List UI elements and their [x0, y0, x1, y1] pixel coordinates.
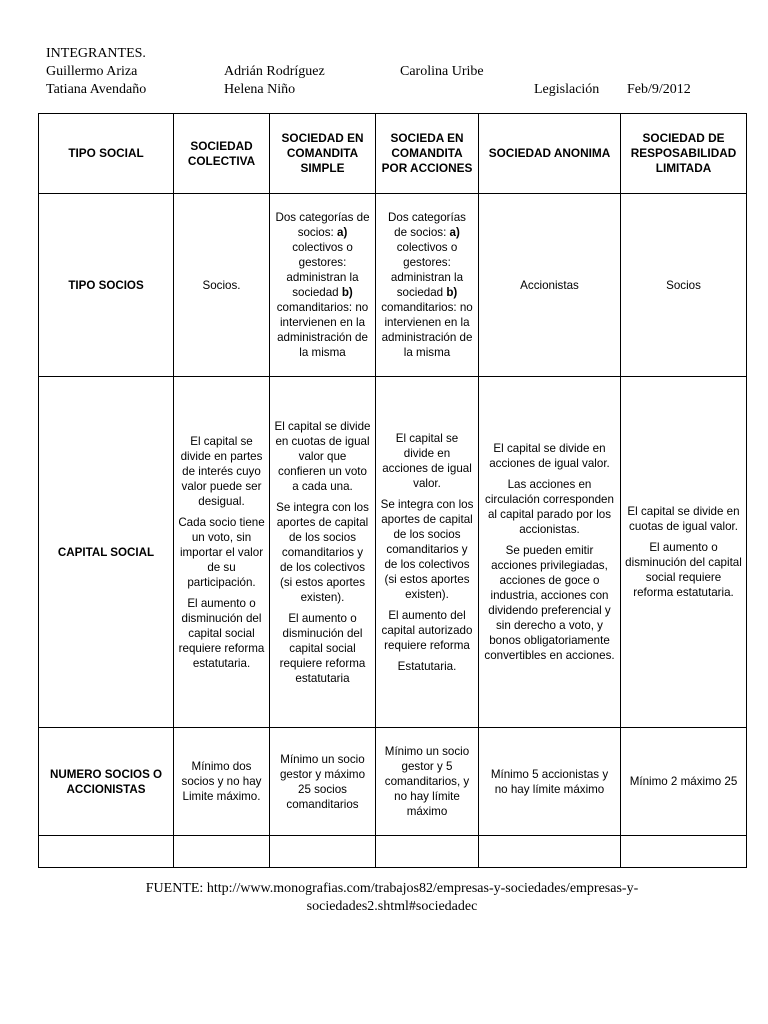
source-line: sociedades2.shtml#sociedadec [306, 899, 478, 914]
comparison-table [38, 113, 747, 868]
table-row-numero-socios [39, 728, 747, 836]
cell-paragraph: Se pueden emitir acciones privilegiadas, acciones de goce o industria, acciones con dividendo preferencial y sin derecho a voto, y bonos obligatoriamente convertibles en acciones. [484, 544, 615, 662]
cell-text-bold: b) [341, 286, 353, 299]
table-cell [376, 194, 479, 377]
cell-paragraph: El capital se divide en acciones de igual valor. [489, 442, 610, 470]
cell-text: colectivos o gestores: administran la sociedad [286, 241, 359, 299]
integrantes-label: INTEGRANTES. [46, 46, 146, 61]
member-name: Tatiana Avendaño [46, 82, 147, 97]
table-cell: Mínimo 2 máximo 25 [621, 728, 747, 836]
cell-text: Dos categorías de socios: [388, 211, 466, 239]
cell-text-bold: b) [446, 286, 458, 299]
table-row-tipo-socios [39, 194, 747, 377]
cell-text: comanditarios: no intervienen en la administración de la misma [381, 301, 473, 359]
column-header: SOCIEDAD DE RESPOSABILIDAD LIMITADA [621, 114, 747, 194]
column-header: SOCIEDA EN COMANDITA POR ACCIONES [376, 114, 479, 194]
member-name: Helena Niño [224, 82, 296, 97]
table-cell: Socios. [174, 194, 270, 377]
table-cell: Socios [621, 194, 747, 377]
table-cell: Accionistas [479, 194, 621, 377]
table-cell [174, 377, 270, 728]
empty-cell [174, 836, 270, 868]
table-header-row [39, 114, 747, 194]
table-cell: Mínimo un socio gestor y 5 comanditarios, y no hay límite máximo [376, 728, 479, 836]
member-name: Adrián Rodríguez [224, 64, 325, 79]
table-cell: Mínimo dos socios y no hay Limite máximo. [174, 728, 270, 836]
cell-text: comanditarios: no intervienen en la administración de la misma [276, 301, 369, 359]
row-label: NUMERO SOCIOS O ACCIONISTAS [39, 728, 174, 836]
cell-paragraph: El capital se divide en partes de interés cuyo valor puede ser desigual. [180, 434, 263, 508]
table-row-capital-social [39, 377, 747, 728]
column-header: SOCIEDAD ANONIMA [479, 114, 621, 194]
source-citation [38, 880, 746, 916]
cell-paragraph: El aumento o disminución del capital social requiere reforma estatutaria. [625, 541, 742, 599]
cell-text-bold: a) [449, 226, 460, 239]
table-cell [479, 377, 621, 728]
cell-paragraph: El capital se divide en acciones de igual valor. [382, 431, 472, 490]
member-name: Carolina Uribe [400, 64, 484, 79]
subject-label: Legislación [534, 82, 600, 97]
row-label: TIPO SOCIOS [39, 194, 174, 377]
table-cell [270, 377, 376, 728]
column-header: SOCIEDAD COLECTIVA [174, 114, 270, 194]
empty-cell [621, 836, 747, 868]
column-header: SOCIEDAD EN COMANDITA SIMPLE [270, 114, 376, 194]
cell-paragraph: El aumento o disminución del capital social requiere reforma estatutaria. [178, 596, 265, 670]
cell-text: colectivos o gestores: administran la sociedad [390, 241, 464, 299]
cell-paragraph: El capital se divide en cuotas de igual valor que confieren un voto a cada una. [274, 419, 371, 493]
row-label: CAPITAL SOCIAL [39, 377, 174, 728]
table-cell [270, 194, 376, 377]
cell-paragraph: El aumento o disminución del capital social requiere reforma estatutaria [279, 611, 366, 685]
cell-text: Dos categorías de socios: [275, 211, 370, 239]
cell-paragraph: El aumento del capital autorizado requiere reforma [381, 608, 473, 652]
empty-cell [376, 836, 479, 868]
cell-paragraph: Se integra con los aportes de capital de los socios comanditarios y de los colectivos (si estos aportes existen). [276, 500, 369, 604]
member-name: Guillermo Ariza [46, 64, 138, 79]
cell-paragraph: Cada socio tiene un voto, sin importar el valor de su participación. [178, 515, 265, 589]
source-line: FUENTE: http://www.monografias.com/trabajos82/empresas-y-sociedades/empresas-y- [145, 881, 639, 896]
table-cell [376, 377, 479, 728]
cell-paragraph: Las acciones en circulación corresponden al capital parado por los accionistas. [485, 478, 614, 536]
column-header: TIPO SOCIAL [39, 114, 174, 194]
cell-paragraph: Se integra con los aportes de capital de los socios comanditarios y de los colectivos (si estos aportes existen). [380, 497, 474, 601]
cell-paragraph: Estatutaria. [397, 659, 457, 673]
table-row-empty [39, 836, 747, 868]
empty-cell [39, 836, 174, 868]
cell-paragraph: El capital se divide en cuotas de igual valor. [627, 505, 740, 533]
cell-text-bold: a) [337, 226, 348, 239]
table-cell [621, 377, 747, 728]
table-cell: Mínimo un socio gestor y máximo 25 socios comanditarios [270, 728, 376, 836]
empty-cell [479, 836, 621, 868]
empty-cell [270, 836, 376, 868]
table-cell: Mínimo 5 accionistas y no hay límite máximo [479, 728, 621, 836]
document-date: Feb/9/2012 [627, 82, 691, 97]
